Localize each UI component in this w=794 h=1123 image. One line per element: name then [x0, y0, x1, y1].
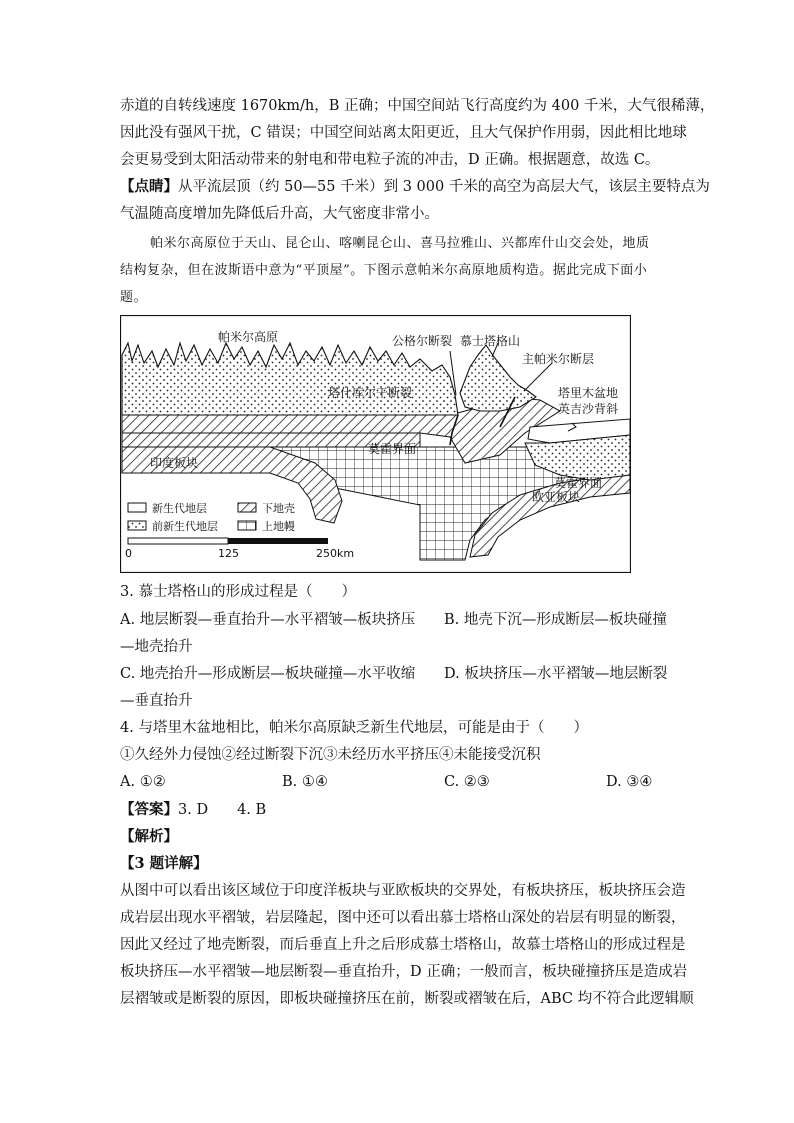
answer-tag: 【答案】: [120, 801, 178, 818]
label-main-pamir-fault: 主帕米尔断层: [522, 352, 595, 366]
q4-option-d: D. ③④: [606, 774, 653, 790]
geology-figure: [120, 315, 631, 573]
analysis-tag: 【解析】: [120, 828, 178, 845]
paragraph-line: 会更易受到太阳活动带来的射电和带电粒子流的冲击，D 正确。根据题意，故选 C。: [120, 152, 660, 168]
label-eurasian-plate: 欧亚板块: [532, 490, 581, 504]
question-3-stem: 3. 慕士塔格山的形成过程是（ ）: [120, 584, 356, 600]
note-line: [120, 173, 710, 201]
answer-line: [120, 796, 680, 824]
label-pamir: 帕米尔高原: [218, 330, 279, 344]
q3-option-c: C. 地壳抬升—形成断层—板块碰撞—水平收缩: [120, 666, 416, 682]
legend-label: 新生代地层: [152, 502, 207, 515]
paragraph-line: 因此没有强风干扰，C 错误；中国空间站离太阳更近，且大气保护作用弱，因此相比地球: [120, 125, 687, 141]
intro-line: 题。: [120, 290, 148, 305]
geology-cross-section: [120, 315, 631, 573]
paragraph-line: 赤道的自转线速度 1670km/h，B 正确；中国空间站飞行高度约为 400 千米，大气很稀薄，: [120, 98, 715, 114]
q3-option-b-cont: —地壳抬升: [120, 639, 193, 655]
q3-option-a: A. 地层断裂—垂直抬升—水平褶皱—板块挤压: [120, 612, 416, 628]
label-muztagh: 慕士塔格山: [460, 334, 521, 348]
q3-option-d-cont: —垂直抬升: [120, 693, 193, 709]
q4-option-c: C. ②③: [444, 774, 490, 790]
q3-option-d: D. 板块挤压—水平褶皱—地层断裂: [444, 666, 668, 682]
explanation-line: 因此又经过了地壳断裂，而后垂直上升之后形成慕士塔格山，故慕士塔格山的形成过程是: [120, 937, 686, 953]
question-4-items: ①久经外力侵蚀②经过断裂下沉③未经历水平挤压④未能接受沉积: [120, 747, 541, 763]
intro-line: 结构复杂，但在波斯语中意为“平顶屋”。下图示意帕米尔高原地质构造。据此完成下面小: [120, 263, 648, 278]
label-moho-2: 莫霍界面: [554, 476, 603, 490]
intro-line: 帕米尔高原位于天山、昆仑山、喀喇昆仑山、喜马拉雅山、兴都库什山交会处，地质: [150, 236, 650, 251]
legend-label: 下地壳: [262, 502, 295, 515]
scale-label: 250km: [316, 547, 355, 560]
legend-label: 前新生代地层: [152, 520, 218, 533]
note-tag: 【点睛】: [120, 178, 178, 195]
explanation-line: 板块挤压—水平褶皱—地层断裂—垂直抬升，D 正确；一般而言，板块碰撞挤压是造成岩: [120, 964, 688, 980]
label-gongger-fault: 公格尔断裂: [392, 334, 453, 348]
explanation-line: 成岩层出现水平褶皱，岩层隆起，图中还可以看出慕士塔格山深处的岩层有明显的断裂，: [120, 910, 686, 926]
label-tarim-basin: 塔里木盆地: [558, 386, 619, 400]
scale-label: 0: [125, 547, 132, 560]
q4-option-b: B. ①④: [282, 774, 328, 790]
question-4-stem: 4. 与塔里木盆地相比，帕米尔高原缺乏新生代地层，可能是由于（ ）: [120, 720, 588, 736]
detail-tag: 【3 题详解】: [120, 855, 208, 872]
label-moho-1: 莫霍界面: [368, 442, 417, 456]
answer-text: 3. D 4. B: [178, 802, 267, 818]
explanation-line: 层褶皱或是断裂的原因，即板块碰撞挤压在前，断裂或褶皱在后，ABC 均不符合此逻辑顺: [120, 991, 694, 1007]
note-text: 从平流层顶（约 50—55 千米）到 3 000 千米的高空为高层大气，该层主要特点为: [178, 179, 710, 195]
q3-option-b: B. 地壳下沉—形成断层—板块碰撞: [444, 612, 667, 628]
legend-label: 上地幔: [262, 520, 295, 533]
label-yingjisha: 英吉沙背斜: [558, 402, 619, 416]
explanation-line: 从图中可以看出该区域位于印度洋板块与亚欧板块的交界处，有板块挤压，板块挤压会造: [120, 883, 686, 899]
label-indian-plate: 印度板块: [150, 456, 199, 470]
scale-label: 125: [218, 547, 239, 560]
paragraph-line: 气温随高度增加先降低后升高，大气密度非常小。: [120, 206, 439, 222]
q4-option-a: A. ①②: [120, 774, 166, 790]
label-tashkurgan-fault: 塔什库尔干断裂: [328, 386, 413, 400]
